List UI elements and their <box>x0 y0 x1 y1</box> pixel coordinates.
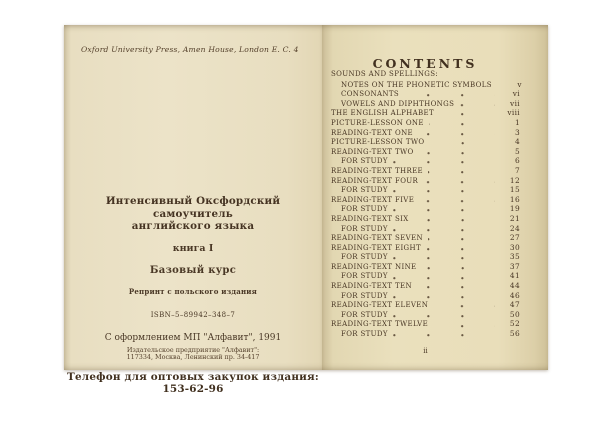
dot-leader <box>426 246 495 252</box>
dot-leader <box>428 237 495 243</box>
dot-leader <box>459 102 495 108</box>
dot-leader <box>393 313 495 319</box>
publisher-address-line2: 117334, Москва, Ленинский пр. 34-417 <box>126 353 260 362</box>
dot-leader <box>422 265 495 271</box>
toc-entry-label: FOR STUDY <box>341 186 388 195</box>
dot-leader <box>393 256 495 262</box>
contents-heading: CONTENTS <box>372 56 478 71</box>
toc-entry-label: VOWELS AND DIPHTHONGS <box>341 99 455 108</box>
publisher-address-line1: Издательское предприятие "Алфавит": <box>126 345 260 354</box>
wholesale-phone: Телефон для оптовых закупок издания: 153-62-96 <box>67 370 319 395</box>
toc-entry-label: READING-TEXT NINE <box>331 262 417 271</box>
dot-leader <box>393 333 495 339</box>
dot-leader <box>433 323 495 329</box>
toc-entry <box>331 166 520 176</box>
toc-entry-page-number: vi <box>512 89 520 99</box>
book-number: книга I <box>172 242 214 254</box>
toc-entry-page-number: 1 <box>514 117 520 127</box>
toc-entry-label: READING-TEXT FIVE <box>331 195 415 204</box>
toc-entry-page-number: viii <box>507 108 520 118</box>
toc-entry <box>331 204 520 214</box>
toc-entry <box>331 89 520 99</box>
toc-entry-label: PICTURE-LESSON ONE <box>331 118 424 127</box>
toc-entry-label: NOTES ON THE PHONETIC SYMBOLS <box>341 80 492 89</box>
toc-entry <box>331 185 520 195</box>
toc-entry <box>331 195 520 205</box>
toc-entry <box>331 176 520 186</box>
toc-entry-page-number: 12 <box>509 175 520 185</box>
toc-entry-label: FOR STUDY <box>341 224 388 233</box>
toc-entry-label: READING-TEXT TEN <box>331 282 412 291</box>
toc-entry-label: READING-TEXT THREE <box>331 166 423 175</box>
toc-entry <box>331 99 520 109</box>
dot-leader <box>423 179 495 185</box>
toc-entry-label: READING-TEXT TWO <box>331 147 414 156</box>
toc-entry-label: THE ENGLISH ALPHABET <box>331 109 434 118</box>
toc-entry-page-number: 56 <box>509 329 520 339</box>
toc-entry <box>331 128 520 138</box>
toc-entry-page-number: 30 <box>509 242 520 252</box>
toc-entry <box>331 108 520 118</box>
title-block <box>64 195 322 395</box>
toc-entry-page-number: 21 <box>509 213 520 223</box>
toc-entry-label: READING-TEXT EIGHT <box>331 243 421 252</box>
dot-leader <box>414 218 495 224</box>
toc-entry <box>331 252 520 262</box>
toc-entry-label: FOR STUDY <box>341 253 388 262</box>
toc-list <box>331 70 520 339</box>
dot-leader <box>393 294 495 300</box>
toc-entry-label: READING-TEXT ONE <box>331 128 414 137</box>
toc-entry <box>331 224 520 234</box>
dot-leader <box>419 198 495 204</box>
toc-entry-label: FOR STUDY <box>341 291 388 300</box>
toc-entry-label: FOR STUDY <box>341 330 388 339</box>
toc-entry-label: READING-TEXT TWELVE <box>331 320 429 329</box>
toc-entry-page-number: 46 <box>509 290 520 300</box>
toc-entry-label: SOUNDS AND SPELLINGS: <box>331 70 439 78</box>
toc-entry <box>331 271 520 281</box>
course-name: Базовый курс <box>149 264 237 276</box>
toc-entry-page-number: 44 <box>509 281 520 291</box>
toc-entry-page-number: 47 <box>509 300 520 310</box>
toc-entry <box>331 281 520 291</box>
toc-entry-label: READING-TEXT FOUR <box>331 176 419 185</box>
dot-leader <box>417 285 495 291</box>
toc-entry <box>331 262 520 272</box>
dot-leader <box>404 93 495 99</box>
isbn: ISBN–5–89942–348–7 <box>150 310 236 319</box>
toc-entry <box>331 310 520 320</box>
toc-entry-label: READING-TEXT SIX <box>331 214 409 223</box>
toc-entry <box>331 319 520 329</box>
toc-entry-label: FOR STUDY <box>341 310 388 319</box>
toc-entry <box>331 243 520 253</box>
toc-entry-page-number: 15 <box>509 185 520 195</box>
toc-entry <box>331 233 520 243</box>
toc-entry-page-number: 5 <box>514 146 520 156</box>
book-title <box>64 195 322 233</box>
toc-entry-page-number: 19 <box>509 204 520 214</box>
toc-entry-page-number: 27 <box>509 233 520 243</box>
dot-leader <box>429 122 495 128</box>
toc-entry <box>331 291 520 301</box>
dot-leader <box>428 170 495 176</box>
toc-entry-page-number: 35 <box>509 252 520 262</box>
toc-entry-page-number: 4 <box>514 137 520 147</box>
dot-leader <box>393 208 495 214</box>
toc-entry-label: READING-TEXT SEVEN <box>331 234 423 243</box>
dot-leader <box>430 141 496 147</box>
dot-leader <box>419 150 495 156</box>
toc-entry-label: CONSONANTS <box>341 90 400 99</box>
toc-entry-page-number: 7 <box>514 165 520 175</box>
toc-entry <box>331 70 520 80</box>
toc-entry-page-number: 50 <box>509 309 520 319</box>
toc-entry <box>331 80 520 90</box>
dot-leader <box>393 227 495 233</box>
toc-entry-label: FOR STUDY <box>341 157 388 166</box>
toc-entry <box>331 137 520 147</box>
toc-entry-page-number: v <box>517 79 522 89</box>
left-page-title-verso <box>64 25 322 395</box>
toc-entry <box>331 147 520 157</box>
dot-leader <box>393 275 495 281</box>
toc-entry-label: FOR STUDY <box>341 272 388 281</box>
dot-leader <box>439 112 495 118</box>
toc-entry <box>331 118 520 128</box>
toc-entry-page-number: 52 <box>509 319 520 329</box>
book-title-line1: Интенсивный Оксфордский самоучитель <box>105 195 281 220</box>
reprint-note: Репринт с польского издания <box>128 286 258 296</box>
toc-entry-page-number: 41 <box>509 271 520 281</box>
page-folio: ii <box>423 347 428 355</box>
dot-leader <box>393 189 495 195</box>
dot-leader <box>433 304 495 310</box>
dot-leader <box>418 131 495 137</box>
toc-entry-page-number: 37 <box>509 261 520 271</box>
toc-entry-page-number: 3 <box>514 127 520 137</box>
dot-leader <box>393 160 495 166</box>
toc-entry <box>331 329 520 339</box>
design-credit: С оформлением МП "Алфавит", 1991 <box>104 332 282 343</box>
toc-entry <box>331 214 520 224</box>
toc-entry-page-number: 24 <box>509 223 520 233</box>
toc-entry-label: READING-TEXT ELEVEN <box>331 301 429 310</box>
book-title-line2: английского языка <box>131 220 255 233</box>
right-page-contents <box>322 25 548 370</box>
toc-entry-page-number: 6 <box>514 156 520 166</box>
toc-entry-label: PICTURE-LESSON TWO <box>331 138 425 147</box>
toc-entry <box>331 156 520 166</box>
toc-entry-label: FOR STUDY <box>341 205 388 214</box>
toc-entry-page-number: 16 <box>509 194 520 204</box>
book-spread <box>64 25 548 395</box>
toc-entry <box>331 300 520 310</box>
toc-entry-page-number: vii <box>510 98 520 108</box>
publisher-imprint: Oxford University Press, Amen House, London E. C. 4 <box>81 45 299 54</box>
